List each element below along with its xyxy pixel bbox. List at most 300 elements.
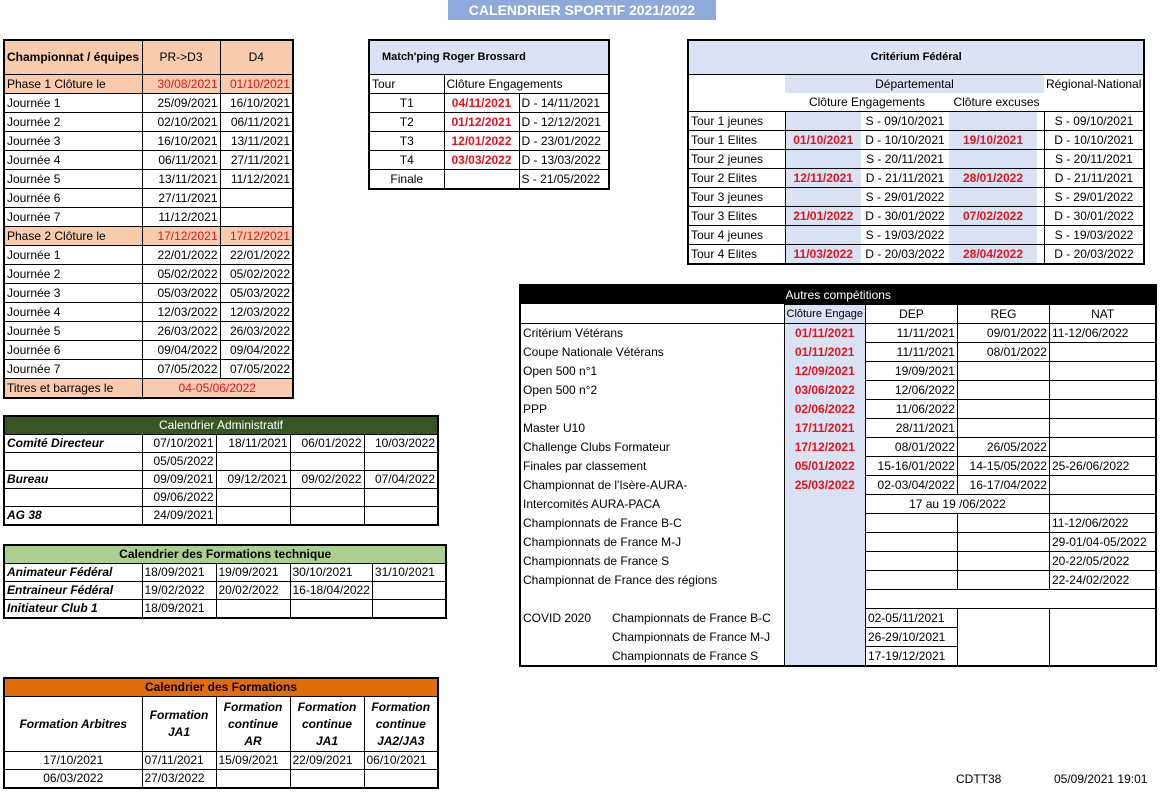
championnat-date-d4: 01/10/2021 xyxy=(220,75,293,94)
table-row xyxy=(4,132,293,151)
championnat-row-label: Journée 3 xyxy=(4,284,142,303)
championnat-date-d4: 07/05/2022 xyxy=(220,360,293,379)
autres-spacer xyxy=(520,590,784,609)
table-row xyxy=(520,457,1156,476)
autres-spacer xyxy=(957,590,1049,609)
table-row xyxy=(4,113,293,132)
page-title: CALENDRIER SPORTIF 2021/2022 xyxy=(448,0,716,20)
championnat-date-prd3: 30/08/2021 xyxy=(142,75,220,94)
autres-cloture: 25/03/2022 xyxy=(784,476,865,495)
table-row xyxy=(4,341,293,360)
admin-date xyxy=(290,507,364,526)
autres-nat: 25-26/06/2022 xyxy=(1049,457,1156,476)
autres-cloture: 12/09/2021 xyxy=(784,362,865,381)
autres-span: 17 au 19 /06/2022 xyxy=(865,495,1049,514)
autres-reg: 26/05/2022 xyxy=(957,438,1049,457)
championnat-date-d4: 09/04/2022 xyxy=(220,341,293,360)
matchping-cloture: 01/12/2021 xyxy=(444,113,519,132)
table-row xyxy=(4,453,438,471)
criterium-dep: D - 30/01/2022 xyxy=(861,207,949,226)
criterium-dep: S - 19/03/2022 xyxy=(861,226,949,245)
criterium-eng xyxy=(785,188,861,207)
table-row xyxy=(4,697,438,752)
table-row xyxy=(688,150,1144,169)
covid-dep: 26-29/10/2021 xyxy=(865,628,957,647)
table-row xyxy=(520,533,1156,552)
table-row xyxy=(520,343,1156,362)
table-row xyxy=(369,151,609,170)
championnat-date-d4: 27/11/2021 xyxy=(220,151,293,170)
criterium-dep: D - 10/10/2021 xyxy=(861,131,949,150)
championnat-date-prd3: 11/12/2021 xyxy=(142,208,220,227)
formations-date xyxy=(290,770,364,789)
ftech-date: 18/09/2021 xyxy=(142,564,216,582)
autres-cloture xyxy=(784,533,865,552)
admin-date: 07/10/2021 xyxy=(142,435,216,453)
matchping-cloture xyxy=(444,170,519,190)
table-row xyxy=(688,112,1144,131)
formations-header: Formation continue JA1 xyxy=(290,697,364,752)
ftech-label: Initiateur Club 1 xyxy=(4,600,142,619)
covid-reg xyxy=(957,609,1049,628)
matchping-tour: T2 xyxy=(369,113,444,132)
autres-reg xyxy=(957,552,1049,571)
autres-name: Championnats de France B-C xyxy=(523,516,682,530)
matchping-col-tour: Tour xyxy=(369,75,444,94)
autres-cloture xyxy=(784,571,865,590)
autres-title: Autres compétitions xyxy=(520,285,1156,305)
table-row xyxy=(4,600,446,619)
championnat-date-d4: 05/03/2022 xyxy=(220,284,293,303)
autres-reg: 16-17/04/2022 xyxy=(957,476,1049,495)
admin-date: 24/09/2021 xyxy=(142,507,216,526)
criterium-tour: Tour 3 Elites xyxy=(688,207,785,226)
covid-name: Championnats de France M-J xyxy=(612,630,771,644)
criterium-reg: D - 30/01/2022 xyxy=(1044,207,1144,226)
autres-reg xyxy=(957,571,1049,590)
formations-table xyxy=(3,677,439,789)
formations-date: 27/03/2022 xyxy=(142,770,216,789)
championnat-titres-value: 04-05/06/2022 xyxy=(142,379,293,399)
footer-timestamp: 05/09/2021 19:01 xyxy=(1054,772,1148,786)
table-row xyxy=(369,113,609,132)
table-row xyxy=(4,303,293,322)
championnat-date-prd3: 06/11/2021 xyxy=(142,151,220,170)
ftech-date xyxy=(290,600,372,619)
ftech-date xyxy=(216,600,290,619)
criterium-title: Critérium Fédéral xyxy=(688,40,1144,75)
autres-dep xyxy=(865,533,957,552)
table-row xyxy=(688,207,1144,226)
autres-nat xyxy=(1049,438,1156,457)
criterium-tour: Tour 4 jeunes xyxy=(688,226,785,245)
criterium-departemental: Départemental xyxy=(785,75,1044,94)
criterium-spacer xyxy=(1037,226,1044,245)
table-row xyxy=(4,189,293,208)
autres-reg xyxy=(957,381,1049,400)
criterium-tour: Tour 3 jeunes xyxy=(688,188,785,207)
matchping-cloture: 03/03/2022 xyxy=(444,151,519,170)
autres-cloture: 01/11/2021 xyxy=(784,324,865,343)
table-row xyxy=(4,170,293,189)
championnat-date-d4: 06/11/2021 xyxy=(220,113,293,132)
table-row xyxy=(4,284,293,303)
championnat-date-prd3: 09/04/2022 xyxy=(142,341,220,360)
autres-nat xyxy=(1049,495,1156,514)
autres-spacer xyxy=(784,590,865,609)
table-row xyxy=(4,379,293,399)
championnat-date-prd3: 07/05/2022 xyxy=(142,360,220,379)
championnat-date-prd3: 12/03/2022 xyxy=(142,303,220,322)
championnat-row-label: Journée 4 xyxy=(4,151,142,170)
criterium-dep: D - 20/03/2022 xyxy=(861,245,949,265)
autres-reg xyxy=(957,514,1049,533)
covid-nat xyxy=(1049,609,1156,628)
autres-name: Master U10 xyxy=(523,421,586,435)
championnat-row-label: Journée 4 xyxy=(4,303,142,322)
autres-cloture: 17/11/2021 xyxy=(784,419,865,438)
table-row xyxy=(4,94,293,113)
admin-label: Comité Directeur xyxy=(4,435,142,453)
formations-date: 06/10/2021 xyxy=(364,752,438,770)
matchping-date: S - 21/05/2022 xyxy=(519,170,609,190)
championnat-row-label: Journée 5 xyxy=(4,170,142,189)
ftech-date xyxy=(372,600,446,619)
autres-nat xyxy=(1049,476,1156,495)
matchping-date: D - 14/11/2021 xyxy=(519,94,609,113)
table-row xyxy=(369,170,609,190)
formations-date: 17/10/2021 xyxy=(4,752,142,770)
championnat-row-label: Phase 1 Clôture le xyxy=(4,75,142,94)
autres-cloture: 05/01/2022 xyxy=(784,457,865,476)
table-row xyxy=(4,75,293,94)
autres-name: Open 500 n°1 xyxy=(523,364,598,378)
table-row xyxy=(4,564,446,582)
autres-reg: 08/01/2022 xyxy=(957,343,1049,362)
autres-name: Challenge Clubs Formateur xyxy=(523,440,670,454)
admin-date: 09/12/2021 xyxy=(216,471,290,489)
criterium-dep: S - 09/10/2021 xyxy=(861,112,949,131)
formations-date: 06/03/2022 xyxy=(4,770,142,789)
admin-label: Bureau xyxy=(4,471,142,489)
matchping-tour: Finale xyxy=(369,170,444,190)
criterium-exc: 28/01/2022 xyxy=(949,169,1037,188)
covid-nat xyxy=(1049,628,1156,647)
championnat-date-d4: 16/10/2021 xyxy=(220,94,293,113)
criterium-spacer xyxy=(1037,188,1044,207)
criterium-exc xyxy=(949,112,1037,131)
autres-dep: 11/11/2021 xyxy=(865,343,957,362)
table-row xyxy=(4,208,293,227)
autres-nat xyxy=(1049,362,1156,381)
championnat-header-d4: D4 xyxy=(220,40,293,75)
autres-nat: 11-12/06/2022 xyxy=(1049,514,1156,533)
championnat-date-prd3: 16/10/2021 xyxy=(142,132,220,151)
table-row xyxy=(520,495,1156,514)
autres-nat xyxy=(1049,343,1156,362)
matchping-date: D - 12/12/2021 xyxy=(519,113,609,132)
criterium-reg: S - 29/01/2022 xyxy=(1044,188,1144,207)
criterium-spacer xyxy=(1037,112,1044,131)
championnat-row-label: Journée 3 xyxy=(4,132,142,151)
criterium-tour: Tour 1 jeunes xyxy=(688,112,785,131)
covid-cloture xyxy=(784,628,865,647)
criterium-eng xyxy=(785,112,861,131)
criterium-cloture-exc: Clôture excuses xyxy=(949,93,1044,112)
covid-reg xyxy=(957,647,1049,667)
admin-date xyxy=(364,507,438,526)
table-row xyxy=(520,552,1156,571)
criterium-regional: Régional-National xyxy=(1046,77,1142,91)
autres-dep xyxy=(865,514,957,533)
criterium-dep: D - 21/11/2021 xyxy=(861,169,949,188)
autres-dep xyxy=(865,571,957,590)
autres-name: Championnat de France des régions xyxy=(523,573,718,587)
autres-col-reg: REG xyxy=(957,305,1049,324)
covid-name: Championnats de France S xyxy=(612,648,759,663)
covid-reg xyxy=(957,628,1049,647)
table-row xyxy=(4,471,438,489)
table-row xyxy=(520,438,1156,457)
autres-spacer xyxy=(865,590,957,609)
autres-name: Open 500 n°2 xyxy=(523,383,598,397)
covid-nat xyxy=(1049,647,1156,667)
autres-reg: 14-15/05/2022 xyxy=(957,457,1049,476)
covid-dep: 02-05/11/2021 xyxy=(865,609,957,628)
matchping-tour: T3 xyxy=(369,132,444,151)
covid-cloture xyxy=(784,647,865,667)
criterium-reg: S - 20/11/2021 xyxy=(1044,150,1144,169)
admin-date xyxy=(216,489,290,507)
championnat-row-label: Journée 2 xyxy=(4,265,142,284)
admin-date: 10/03/2022 xyxy=(364,435,438,453)
autres-name: Finales par classement xyxy=(523,459,647,473)
autres-reg xyxy=(957,362,1049,381)
championnat-header-prd3: PR->D3 xyxy=(142,40,220,75)
table-row xyxy=(369,94,609,113)
autres-nat: 11-12/06/2022 xyxy=(1049,324,1156,343)
autres-name: Critérium Vétérans xyxy=(523,326,624,341)
ftech-title: Calendrier des Formations technique xyxy=(4,545,446,564)
criterium-exc xyxy=(949,150,1037,169)
ftech-table xyxy=(3,544,447,619)
championnat-date-prd3: 27/11/2021 xyxy=(142,189,220,208)
criterium-spacer xyxy=(1037,207,1044,226)
autres-nat: 20-22/05/2022 xyxy=(1049,552,1156,571)
championnat-row-label: Journée 1 xyxy=(4,246,142,265)
criterium-tour: Tour 2 Elites xyxy=(688,169,785,188)
matchping-col-cloture: Clôture Engagements xyxy=(444,75,609,94)
formations-date xyxy=(364,770,438,789)
covid-spacer xyxy=(520,628,610,647)
formations-date: 07/11/2021 xyxy=(142,752,216,770)
covid-label: COVID 2020 xyxy=(523,611,592,625)
formations-header: Formation continue JA2/JA3 xyxy=(364,697,438,752)
autres-dep: 19/09/2021 xyxy=(865,362,957,381)
autres-cloture xyxy=(784,514,865,533)
championnat-date-prd3: 05/03/2022 xyxy=(142,284,220,303)
table-row xyxy=(520,628,1156,647)
championnat-date-prd3: 26/03/2022 xyxy=(142,322,220,341)
table-row xyxy=(520,324,1156,343)
championnat-header-label: Championnat / équipes xyxy=(4,40,142,75)
table-row xyxy=(520,419,1156,438)
autres-nat xyxy=(1049,400,1156,419)
championnat-date-prd3: 22/01/2022 xyxy=(142,246,220,265)
championnat-date-d4: 05/02/2022 xyxy=(220,265,293,284)
table-row xyxy=(4,507,438,526)
ftech-date xyxy=(372,582,446,600)
table-row xyxy=(520,590,1156,609)
championnat-date-prd3: 02/10/2021 xyxy=(142,113,220,132)
autres-cloture xyxy=(784,552,865,571)
admin-date: 07/04/2022 xyxy=(364,471,438,489)
championnat-date-d4: 17/12/2021 xyxy=(220,227,293,246)
championnat-row-label: Journée 6 xyxy=(4,341,142,360)
admin-date xyxy=(216,453,290,471)
table-row xyxy=(688,169,1144,188)
table-row xyxy=(520,609,1156,628)
admin-label: AG 38 xyxy=(4,507,142,526)
criterium-table xyxy=(687,39,1145,265)
criterium-spacer xyxy=(1037,150,1044,169)
table-row xyxy=(4,227,293,246)
autres-dep: 11/11/2021 xyxy=(865,324,957,343)
autres-name: Championnats de France M-J xyxy=(523,535,682,549)
ftech-date: 30/10/2021 xyxy=(290,564,372,582)
admin-date xyxy=(364,489,438,507)
championnat-date-prd3: 25/09/2021 xyxy=(142,94,220,113)
table-row xyxy=(4,752,438,770)
autres-cloture: 02/06/2022 xyxy=(784,400,865,419)
admin-label xyxy=(4,489,142,507)
championnat-row-label: Journée 5 xyxy=(4,322,142,341)
table-row xyxy=(520,476,1156,495)
criterium-eng: 01/10/2021 xyxy=(785,131,861,150)
autres-col-nat: NAT xyxy=(1049,305,1156,324)
table-row xyxy=(4,360,293,379)
admin-label xyxy=(4,453,142,471)
championnat-date-prd3: 05/02/2022 xyxy=(142,265,220,284)
admin-date: 09/06/2022 xyxy=(142,489,216,507)
autres-name: Coupe Nationale Vétérans xyxy=(523,345,664,359)
table-row xyxy=(4,40,293,75)
criterium-cloture-eng: Clôture Engagements xyxy=(785,93,949,112)
criterium-exc: 19/10/2021 xyxy=(949,131,1037,150)
autres-name: Intercomités AURA-PACA xyxy=(523,497,661,511)
table-row xyxy=(688,188,1144,207)
footer-org: CDTT38 xyxy=(956,772,1002,786)
championnat-date-prd3: 13/11/2021 xyxy=(142,170,220,189)
autres-nat: 22-24/02/2022 xyxy=(1049,571,1156,590)
ftech-date: 18/09/2021 xyxy=(142,600,216,619)
table-row xyxy=(4,435,438,453)
championnat-date-d4: 22/01/2022 xyxy=(220,246,293,265)
table-row xyxy=(520,400,1156,419)
criterium-exc: 28/04/2022 xyxy=(949,245,1037,265)
criterium-spacer xyxy=(1037,131,1044,150)
ftech-label: Animateur Fédéral xyxy=(4,564,142,582)
formations-date: 15/09/2021 xyxy=(216,752,290,770)
criterium-tour: Tour 2 jeunes xyxy=(688,150,785,169)
admin-date: 09/02/2022 xyxy=(290,471,364,489)
matchping-title: Match'ping Roger Brossard xyxy=(369,40,609,75)
criterium-dep: S - 20/11/2021 xyxy=(861,150,949,169)
autres-reg: 09/01/2022 xyxy=(957,324,1049,343)
championnat-row-label: Journée 7 xyxy=(4,360,142,379)
criterium-reg: D - 10/10/2021 xyxy=(1044,131,1144,150)
table-row xyxy=(4,489,438,507)
admin-table xyxy=(3,415,439,526)
autres-cloture: 03/06/2022 xyxy=(784,381,865,400)
criterium-eng xyxy=(785,226,861,245)
autres-dep: 15-16/01/2022 xyxy=(865,457,957,476)
admin-date xyxy=(290,489,364,507)
formations-date xyxy=(216,770,290,789)
autres-nat xyxy=(1049,419,1156,438)
autres-dep: 08/01/2022 xyxy=(865,438,957,457)
table-row xyxy=(520,362,1156,381)
championnat-titres-label: Titres et barrages le xyxy=(4,379,142,399)
ftech-label: Entraineur Fédéral xyxy=(4,582,142,600)
championnat-row-label: Journée 7 xyxy=(4,208,142,227)
autres-reg xyxy=(957,419,1049,438)
autres-cloture: 01/11/2021 xyxy=(784,343,865,362)
admin-date: 06/01/2022 xyxy=(290,435,364,453)
criterium-tour: Tour 1 Elites xyxy=(688,131,785,150)
criterium-reg: S - 19/03/2022 xyxy=(1044,226,1144,245)
admin-title: Calendrier Administratif xyxy=(4,416,438,435)
championnat-date-d4 xyxy=(220,208,293,227)
autres-reg xyxy=(957,400,1049,419)
covid-spacer xyxy=(520,647,610,667)
autres-name: Championnat de l'Isère-AURA- xyxy=(523,478,688,492)
championnat-table xyxy=(3,39,294,399)
ftech-date: 31/10/2021 xyxy=(372,564,446,582)
championnat-row-label: Journée 2 xyxy=(4,113,142,132)
table-row xyxy=(520,381,1156,400)
criterium-spacer xyxy=(1037,245,1044,265)
autres-col-cloture: Clôture Engage xyxy=(784,305,865,324)
table-row xyxy=(520,647,1156,667)
ftech-date: 19/02/2022 xyxy=(142,582,216,600)
autres-col-dep: DEP xyxy=(865,305,957,324)
criterium-eng: 11/03/2022 xyxy=(785,245,861,265)
criterium-reg: D - 20/03/2022 xyxy=(1044,245,1144,265)
formations-header: Formation Arbitres xyxy=(4,697,142,752)
formations-header: Formation JA1 xyxy=(142,697,216,752)
championnat-date-d4: 11/12/2021 xyxy=(220,170,293,189)
table-row xyxy=(4,322,293,341)
criterium-tour: Tour 4 Elites xyxy=(688,245,785,265)
table-row xyxy=(4,265,293,284)
matchping-table xyxy=(368,39,610,190)
championnat-row-label: Journée 6 xyxy=(4,189,142,208)
admin-date: 18/11/2021 xyxy=(216,435,290,453)
championnat-row-label: Journée 1 xyxy=(4,94,142,113)
autres-table xyxy=(519,284,1157,667)
criterium-spacer xyxy=(1037,169,1044,188)
autres-nat: 29-01/04-05/2022 xyxy=(1049,533,1156,552)
autres-spacer xyxy=(1049,590,1156,609)
championnat-date-d4: 26/03/2022 xyxy=(220,322,293,341)
admin-date: 05/05/2022 xyxy=(142,453,216,471)
championnat-date-prd3: 17/12/2021 xyxy=(142,227,220,246)
criterium-dep: S - 29/01/2022 xyxy=(861,188,949,207)
table-row xyxy=(520,514,1156,533)
formations-header: Formation continue AR xyxy=(216,697,290,752)
autres-cloture: 17/12/2021 xyxy=(784,438,865,457)
